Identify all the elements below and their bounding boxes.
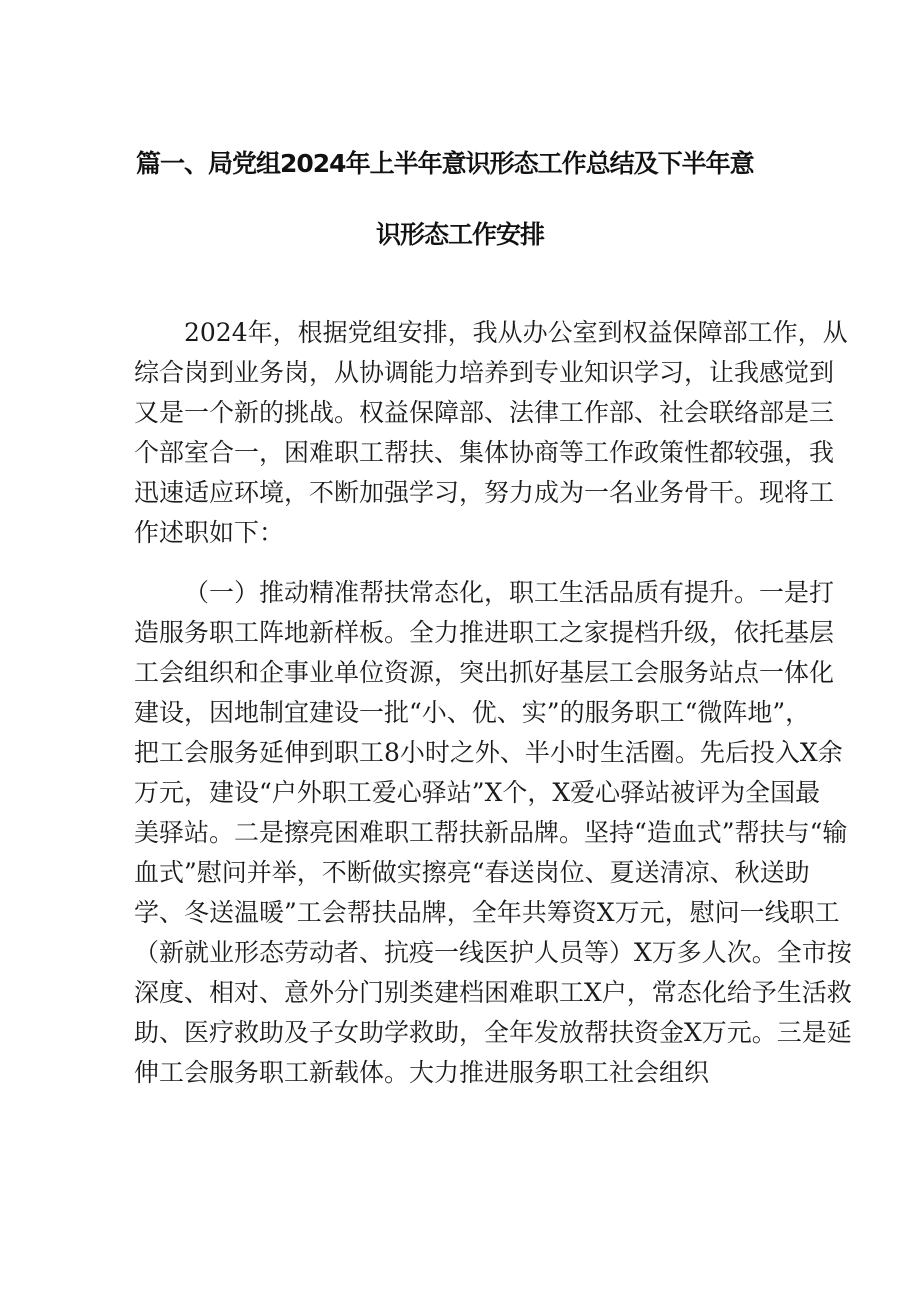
paragraph-section-one bbox=[134, 573, 852, 1093]
paragraph-intro bbox=[134, 313, 848, 553]
paragraph-line: 美驿站。二是擦亮困难职工帮扶新品牌。坚持“造血式”帮扶与“输 bbox=[134, 818, 848, 847]
document-title-line-1: 篇一、局党组2024年上半年意识形态工作总结及下半年意 bbox=[136, 149, 754, 178]
paragraph-line: 血式”慰问并举，不断做实擦亮“春送岗位、夏送清凉、秋送助 bbox=[134, 858, 810, 887]
paragraph-line: 个部室合一，困难职工帮扶、集体协商等工作政策性都较强，我 bbox=[134, 438, 835, 467]
paragraph-line: （一）推动精准帮扶常态化，职工生活品质有提升。一是打 bbox=[184, 578, 835, 607]
paragraph-line: 迅速适应环境，不断加强学习，努力成为一名业务骨干。现将工 bbox=[134, 478, 835, 507]
paragraph-line: 作述职如下： bbox=[134, 518, 285, 547]
paragraph-line: 综合岗到业务岗，从协调能力培养到专业知识学习，让我感觉到 bbox=[134, 358, 835, 387]
paragraph-line: 助、医疗救助及子女助学救助，全年发放帮扶资金X万元。三是延 bbox=[134, 1018, 852, 1047]
paragraph-line: 建设，因地制宜建设一批“小、优、实”的服务职工“微阵地”， bbox=[134, 698, 811, 727]
paragraph-line: 把工会服务延伸到职工8小时之外、半小时生活圈。先后投入X余 bbox=[134, 738, 843, 767]
paragraph-line: 造服务职工阵地新样板。全力推进职工之家提档升级，依托基层 bbox=[134, 618, 835, 647]
paragraph-line: 又是一个新的挑战。权益保障部、法律工作部、社会联络部是三 bbox=[134, 398, 835, 427]
document-title-line-2: 识形态工作安排 bbox=[375, 220, 544, 249]
paragraph-line: 万元，建设“户外职工爱心驿站”X个，X爱心驿站被评为全国最 bbox=[134, 778, 821, 807]
paragraph-line: 工会组织和企事业单位资源，突出抓好基层工会服务站点一体化 bbox=[134, 658, 835, 687]
paragraph-line: 2024年，根据党组安排，我从办公室到权益保障部工作，从 bbox=[184, 318, 848, 347]
paragraph-line: 深度、相对、意外分门别类建档困难职工X户，常态化给予生活救 bbox=[134, 978, 852, 1007]
paragraph-line: 学、冬送温暖”工会帮扶品牌，全年共筹资X万元，慰问一线职工 bbox=[134, 898, 840, 927]
paragraph-line: 伸工会服务职工新载体。大力推进服务职工社会组织 bbox=[134, 1058, 710, 1087]
paragraph-line: （新就业形态劳动者、抗疫一线医护人员等）X万多人次。全市按 bbox=[134, 938, 852, 967]
